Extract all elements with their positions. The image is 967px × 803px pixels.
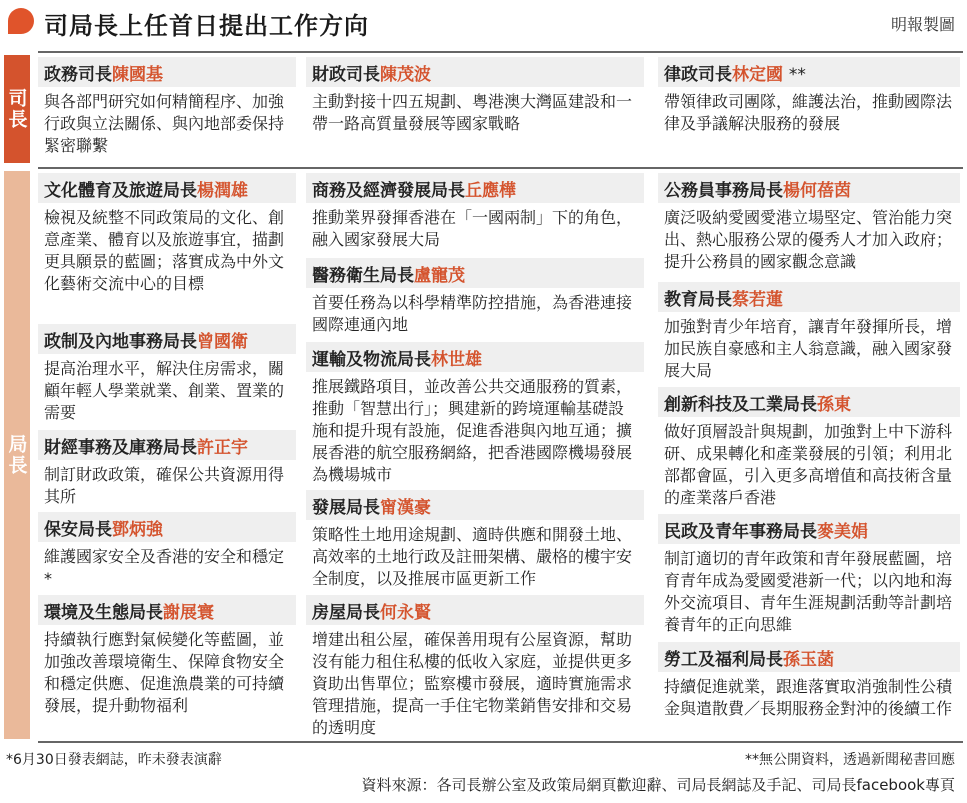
secretary-card: [306, 57, 644, 135]
card-text: 維護國家安全及香港的安全和穩定*: [44, 547, 285, 588]
bureau-card: [306, 342, 644, 486]
card-text: 首要任務為以科學精準防控措施，為香港連接國際連通內地: [312, 293, 633, 334]
card-text: 廣泛吸納愛國愛港立場堅定、管治能力突出、熱心服務公眾的優秀人才加入政府；提升公務員的國家觀念意識: [664, 208, 953, 271]
card-text: 加強對青少年培育，讓青年發揮所長，增加民族自豪感和主人翁意識，融入國家發展大局: [664, 317, 953, 380]
card-header: 醫務衛生局長盧寵茂: [306, 258, 644, 288]
card-header: 創新科技及工業局長孫東: [658, 387, 960, 417]
card-text: 提高治理水平，解決住房需求，關顧年輕人學業就業、創業、置業的需要: [44, 359, 285, 422]
card-header: 公務員事務局長楊何蓓茵: [658, 173, 960, 203]
divider-bottom: [38, 741, 963, 743]
card-header: 文化體育及旅遊局長楊潤雄: [38, 173, 296, 203]
footnote-single-star: *6月30日發表網誌，昨未發表演辭: [6, 752, 222, 768]
bureau-card: [658, 173, 960, 273]
bureau-card: [306, 173, 644, 251]
card-header: 房屋局長何永賢: [306, 595, 644, 625]
card-header: 勞工及福利局長孫玉菡: [658, 642, 960, 672]
card-text: 帶領律政司團隊，維護法治，推動國際法律及爭議解決服務的發展: [664, 92, 953, 133]
bureau-card: [38, 512, 296, 590]
card-header: 保安局長鄧炳強: [38, 512, 296, 542]
card-text: 與各部門研究如何精簡程序、加強行政與立法關係、與內地部委保持緊密聯繫: [44, 92, 285, 155]
bureau-card: [658, 282, 960, 382]
card-text: 主動對接十四五規劃、粵港澳大灣區建設和一帶一路高質量發展等國家戰略: [312, 92, 633, 133]
card-text: 持續促進就業，跟進落實取消強制性公積金與遣散費／長期服務金對沖的後續工作: [664, 677, 953, 718]
bureau-label: 局長: [4, 171, 30, 739]
divider-middle: [38, 167, 963, 169]
divider-top: [38, 51, 963, 53]
bureau-card: [38, 324, 296, 424]
bureau-card: [306, 258, 644, 336]
card-header: 財政司長陳茂波: [306, 57, 644, 87]
card-header: 商務及經濟發展局長丘應樺: [306, 173, 644, 203]
bureau-card: [658, 642, 960, 720]
secretary-card: [38, 57, 296, 157]
secretaries-label: 司長: [4, 55, 30, 163]
bureau-card: [306, 490, 644, 590]
card-header: 政制及內地事務局長曾國衛: [38, 324, 296, 354]
bureau-card: [658, 387, 960, 509]
card-header: 民政及青年事務局長麥美娟: [658, 514, 960, 544]
card-header: 發展局長甯漢豪: [306, 490, 644, 520]
source-note: 資料來源：各司長辦公室及政策局網頁歡迎辭、司局長網誌及手記、司局長facebook專頁: [361, 776, 955, 794]
card-text: 制訂財政政策，確保公共資源用得其所: [44, 465, 285, 506]
credit: 明報製圖: [890, 15, 955, 34]
page-title: 司局長上任首日提出工作方向: [44, 11, 369, 40]
bureau-card: [38, 430, 296, 508]
secretary-card: [658, 57, 960, 135]
title-bar: [0, 0, 967, 44]
card-text: 檢視及統整不同政策局的文化、創意產業、體育以及旅遊事宜，描劃更具願景的藍圖；落實成為中外文化藝術交流中心的目標: [44, 208, 285, 293]
card-text: 制訂適切的青年政策和青年發展藍圖，培育青年成為愛國愛港新一代；以內地和海外交流項目、青年生涯規劃活動等計劃培養青年的正向思維: [664, 549, 953, 634]
card-header: 環境及生態局長謝展寰: [38, 595, 296, 625]
bureau-card: [658, 514, 960, 636]
bureau-card: [306, 595, 644, 739]
bureau-card: [38, 595, 296, 717]
card-text: 增建出租公屋，確保善用現有公屋資源，幫助沒有能力租住私樓的低收入家庭，並提供更多資助出售單位；監察樓市發展，適時實施需求管理措施，提高一手住宅物業銷售安排和交易的透明度: [312, 630, 633, 737]
speech-bubble-icon: [8, 8, 34, 34]
card-header: 教育局長蔡若蓮: [658, 282, 960, 312]
bureau-card: [38, 173, 296, 295]
card-text: 策略性土地用途規劃、適時供應和開發土地、高效率的土地行政及註冊架構、嚴格的樓宇安全制度，以及推展市區更新工作: [312, 525, 633, 588]
card-text: 持續執行應對氣候變化等藍圖，並加強改善環境衛生、保障食物安全和穩定供應、促進漁農業的可持續發展，提升動物福利: [44, 630, 285, 715]
card-text: 推展鐵路項目，並改善公共交通服務的質素，推動「智慧出行」；興建新的跨境運輸基礎設施和提升現有設施，促進香港與內地互通；擴展香港的航空服務網絡，把香港國際機場發展為機場城市: [312, 377, 633, 484]
card-header: 財經事務及庫務局長許正宇: [38, 430, 296, 460]
footnote-double-star: **無公開資料，透過新聞秘書回應: [745, 752, 955, 768]
card-header: 運輸及物流局長林世雄: [306, 342, 644, 372]
card-text: 推動業界發揮香港在「一國兩制」下的角色，融入國家發展大局: [312, 208, 633, 249]
card-header: 律政司長林定國 **: [658, 57, 960, 87]
card-text: 做好頂層設計與規劃，加強對上中下游科研、成果轉化和產業發展的引領；利用北部都會區，引入更多高增值和高技術含量的產業落戶香港: [664, 422, 953, 507]
card-header: 政務司長陳國基: [38, 57, 296, 87]
